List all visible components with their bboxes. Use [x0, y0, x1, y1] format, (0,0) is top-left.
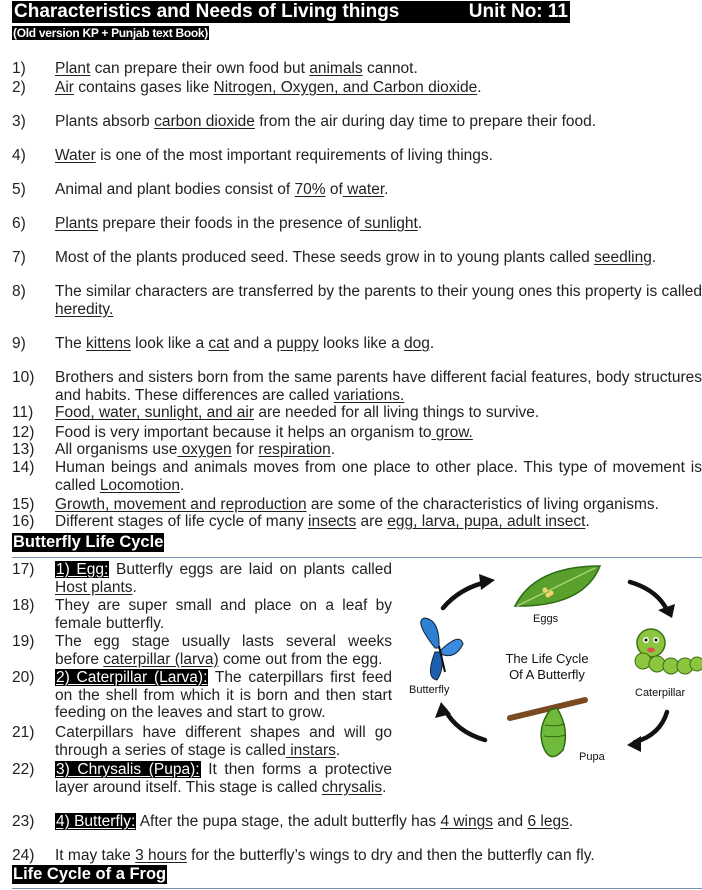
item-text	[55, 215, 422, 233]
keyword: Plant	[55, 60, 91, 77]
text-segment: of	[325, 181, 343, 198]
item-number: 13)	[12, 441, 35, 458]
caterpillar-icon	[635, 629, 702, 674]
section-divider	[12, 888, 702, 889]
text-segment: The caterpillars first feed on the shell from which it is born and then start feeding on the leaves and start to grow.	[55, 669, 393, 721]
text-segment: look like a	[130, 335, 209, 352]
text-segment: .	[477, 79, 482, 96]
item-text	[55, 847, 595, 865]
item-text	[55, 724, 392, 759]
keyword: grow.	[431, 424, 473, 441]
item-text	[55, 669, 392, 722]
text-segment: Animal and plant bodies consist of	[55, 181, 295, 198]
diagram-title-line-2: Of A Butterfly	[509, 667, 585, 682]
text-segment: Butterfly eggs are laid on plants called	[109, 561, 392, 578]
text-segment: Food is very important because it helps an organism to	[55, 424, 432, 441]
butterfly-icon	[421, 618, 463, 680]
item-text	[55, 459, 702, 494]
item-text	[55, 424, 473, 442]
keyword: Water	[55, 147, 96, 164]
item-text	[55, 513, 590, 531]
item-text	[55, 561, 392, 596]
text-segment: for the butterfly’s wings to dry and then the butterfly can fly.	[186, 847, 595, 864]
butterfly-life-cycle-diagram	[405, 560, 702, 765]
text-segment: The egg stage usually lasts several weeks before	[55, 633, 392, 668]
keyword: respiration	[258, 441, 331, 458]
item-text	[55, 441, 335, 459]
text-segment: Most of the plants produced seed. These seeds grow in to young plants called	[55, 249, 595, 266]
item-number: 7)	[12, 249, 26, 266]
leaf-with-eggs-icon	[515, 566, 600, 606]
item-number: 11)	[12, 404, 34, 421]
item-number: 14)	[12, 459, 35, 476]
page-title: Characteristics and Needs of Living things	[14, 1, 400, 22]
text-segment: are	[356, 513, 388, 530]
item-number: 22)	[12, 761, 35, 778]
text-segment: and a	[229, 335, 277, 352]
item-number: 5)	[12, 181, 26, 198]
item-text	[55, 369, 702, 404]
keyword: Locomotion	[99, 476, 180, 494]
text-segment: .	[585, 513, 590, 530]
item-text	[55, 181, 388, 199]
item-text	[55, 283, 702, 318]
keyword: chrysalis	[321, 778, 383, 796]
unit-number: Unit No: 11	[468, 1, 568, 22]
eggs-label: Eggs	[533, 613, 559, 625]
keyword: Plants	[55, 215, 99, 232]
keyword: instars	[285, 741, 336, 759]
item-number: 6)	[12, 215, 26, 232]
text-segment: can prepare their own food but	[90, 60, 310, 77]
item-number: 2)	[12, 79, 26, 96]
keyword: puppy	[276, 335, 319, 352]
item-text	[55, 404, 539, 422]
page-subtitle: (Old version KP + Punjab text Book)	[13, 26, 208, 40]
keyword: water	[342, 181, 385, 198]
text-segment: from the air during day time to prepare their food.	[254, 113, 597, 130]
text-segment: .	[330, 441, 336, 458]
item-number: 24)	[12, 847, 35, 864]
keyword: 70%	[294, 181, 326, 198]
section-heading-butterfly: Butterfly Life Cycle	[13, 533, 164, 551]
keyword: sunlight	[360, 215, 418, 232]
keyword: oxygen	[177, 441, 232, 458]
text-segment: for	[231, 441, 259, 458]
text-segment: .	[429, 335, 435, 352]
item-number: 21)	[12, 724, 35, 741]
keyword: kittens	[86, 335, 131, 352]
item-number: 18)	[12, 597, 35, 614]
keyword: carbon dioxide	[154, 113, 255, 130]
item-number: 17)	[12, 561, 35, 578]
item-number: 19)	[12, 633, 35, 650]
text-segment: It may take	[55, 847, 136, 864]
keyword: Air	[55, 79, 74, 96]
keyword: animals	[309, 60, 363, 77]
text-segment: are some of the characteristics of living organisms.	[306, 496, 659, 513]
text-segment: looks like a	[318, 335, 404, 352]
text-segment: come out from the egg.	[218, 650, 383, 668]
keyword: insects	[308, 513, 357, 530]
keyword: egg, larva, pupa, adult insect	[387, 513, 586, 530]
text-segment: .	[417, 215, 423, 232]
item-number: 8)	[12, 283, 26, 300]
keyword: dog	[404, 335, 430, 352]
item-number: 4)	[12, 147, 26, 164]
item-number: 3)	[12, 113, 26, 130]
item-text	[55, 496, 659, 514]
text-segment: are needed for all living things to survive.	[254, 404, 540, 421]
text-segment: After the pupa stage, the adult butterfly has	[136, 813, 441, 830]
text-segment: and	[493, 813, 528, 830]
caterpillar-label: Caterpillar	[635, 687, 686, 699]
text-segment: It then forms a protective layer around itself. This stage is called	[55, 761, 392, 796]
item-text	[55, 335, 434, 353]
keyword: 4 wings	[440, 813, 493, 830]
text-segment: Human beings and animals moves from one place to other place. This type of movement is called	[55, 459, 702, 494]
keyword: 3 hours	[135, 847, 187, 864]
text-segment: .	[382, 778, 387, 796]
text-segment: All organisms use	[55, 441, 178, 458]
text-segment: .	[179, 476, 185, 494]
keyword: Growth, movement and reproduction	[55, 496, 307, 513]
keyword: 1) Egg:	[56, 561, 109, 578]
diagram-title-line-1: The Life Cycle	[505, 651, 589, 666]
pupa-icon	[510, 700, 585, 757]
text-segment: Plants absorb	[55, 113, 155, 130]
item-number: 20)	[12, 669, 35, 686]
item-text	[55, 761, 392, 796]
keyword: Host plants	[55, 578, 133, 596]
text-segment: is one of the most important requirements of living things.	[95, 147, 493, 164]
page-header	[12, 1, 570, 23]
item-text	[55, 79, 482, 97]
keyword: caterpillar (larva)	[103, 650, 219, 668]
item-text	[55, 633, 392, 668]
item-number: 16)	[12, 513, 35, 530]
text-segment: They are super small and place on a leaf by female butterfly.	[55, 597, 392, 632]
keyword: Nitrogen, Oxygen, and Carbon dioxide	[213, 79, 478, 96]
keyword: 2) Caterpillar (Larva):	[56, 669, 208, 686]
text-segment: cannot.	[362, 60, 418, 77]
item-number: 9)	[12, 335, 26, 352]
keyword: 3) Chrysalis (Pupa):	[56, 761, 200, 778]
item-number: 23)	[12, 813, 35, 830]
item-text	[55, 813, 573, 831]
item-text	[55, 113, 596, 131]
text-segment: Different stages of life cycle of many	[55, 513, 308, 530]
text-segment: prepare their foods in the presence of	[98, 215, 361, 232]
item-text	[55, 597, 392, 632]
keyword: seedling	[594, 249, 652, 266]
text-segment: .	[132, 578, 137, 596]
item-number: 10)	[12, 369, 35, 386]
text-segment: .	[335, 741, 341, 759]
text-segment: Caterpillars have different shapes and will go through a series of stage is called	[55, 724, 392, 759]
text-segment: .	[384, 181, 389, 198]
text-segment: .	[651, 249, 657, 266]
keyword: cat	[208, 335, 230, 352]
keyword: heredity.	[55, 300, 114, 318]
pupa-label: Pupa	[579, 751, 605, 763]
item-number: 12)	[12, 424, 35, 441]
keyword: variations.	[333, 386, 405, 404]
text-segment: Brothers and sisters born from the same parents have different facial features, body structures and habits. These differences are called	[55, 369, 702, 404]
item-text	[55, 147, 493, 165]
text-segment: .	[568, 813, 574, 830]
text-segment: contains gases like	[73, 79, 214, 96]
keyword: 4) Butterfly:	[56, 813, 136, 830]
text-segment: The	[55, 335, 87, 352]
item-number: 1)	[12, 60, 26, 77]
text-segment: The similar characters are transferred by the parents to their young ones this property is called	[55, 283, 702, 300]
section-heading-frog: Life Cycle of a Frog	[13, 865, 167, 883]
keyword: 6 legs	[527, 813, 569, 830]
item-text	[55, 60, 418, 78]
item-number: 15)	[12, 496, 35, 513]
item-text	[55, 249, 656, 267]
section-divider	[12, 557, 702, 558]
butterfly-label: Butterfly	[409, 684, 450, 696]
keyword: Food, water, sunlight, and air	[55, 404, 255, 421]
